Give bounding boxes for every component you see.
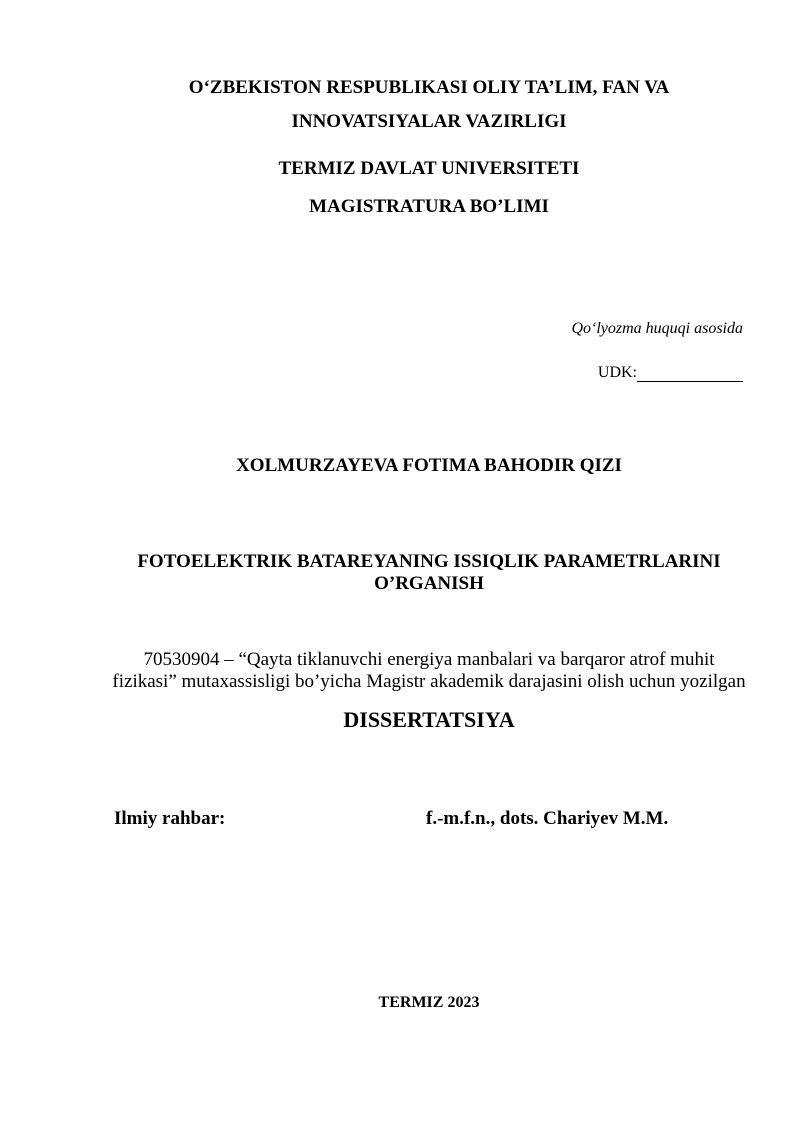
specialty-line-1: 70530904 – “Qayta tiklanuvchi energiya manbalari va barqaror atrof muhit (143, 649, 715, 670)
thesis-title-line-2: O’RGANISH (374, 573, 484, 594)
university-name: TERMIZ DAVLAT UNIVERSITETI (278, 158, 580, 179)
udk-field (598, 364, 743, 382)
department-name: MAGISTRATURA BO’LIMI (309, 196, 549, 217)
udk-blank-line (637, 365, 743, 382)
supervisor-label: Ilmiy rahbar: (114, 808, 226, 829)
author-name: XOLMURZAYEVA FOTIMA BAHODIR QIZI (236, 455, 622, 476)
ministry-heading (0, 71, 800, 139)
specialty-line-2: fizikasi” mutaxassisligi bo’yicha Magistr akademik darajasini olish uchun yozilgan (112, 671, 746, 692)
thesis-title-line-1: FOTOELEKTRIK BATAREYANING ISSIQLIK PARAMETRLARINI (137, 551, 721, 572)
ministry-line-1: O‘ZBEKISTON RESPUBLIKASI OLIY TA’LIM, FAN VA (188, 77, 670, 98)
udk-label: UDK: (597, 364, 637, 381)
city-year: TERMIZ 2023 (378, 994, 480, 1011)
document-type: DISSERTATSIYA (343, 707, 515, 732)
supervisor-name: f.-m.f.n., dots. Chariyev M.M. (426, 808, 669, 829)
ministry-line-2: INNOVATSIYALAR VAZIRLIGI (291, 111, 567, 132)
manuscript-note: Qo‘lyozma huquqi asosida (571, 320, 743, 337)
